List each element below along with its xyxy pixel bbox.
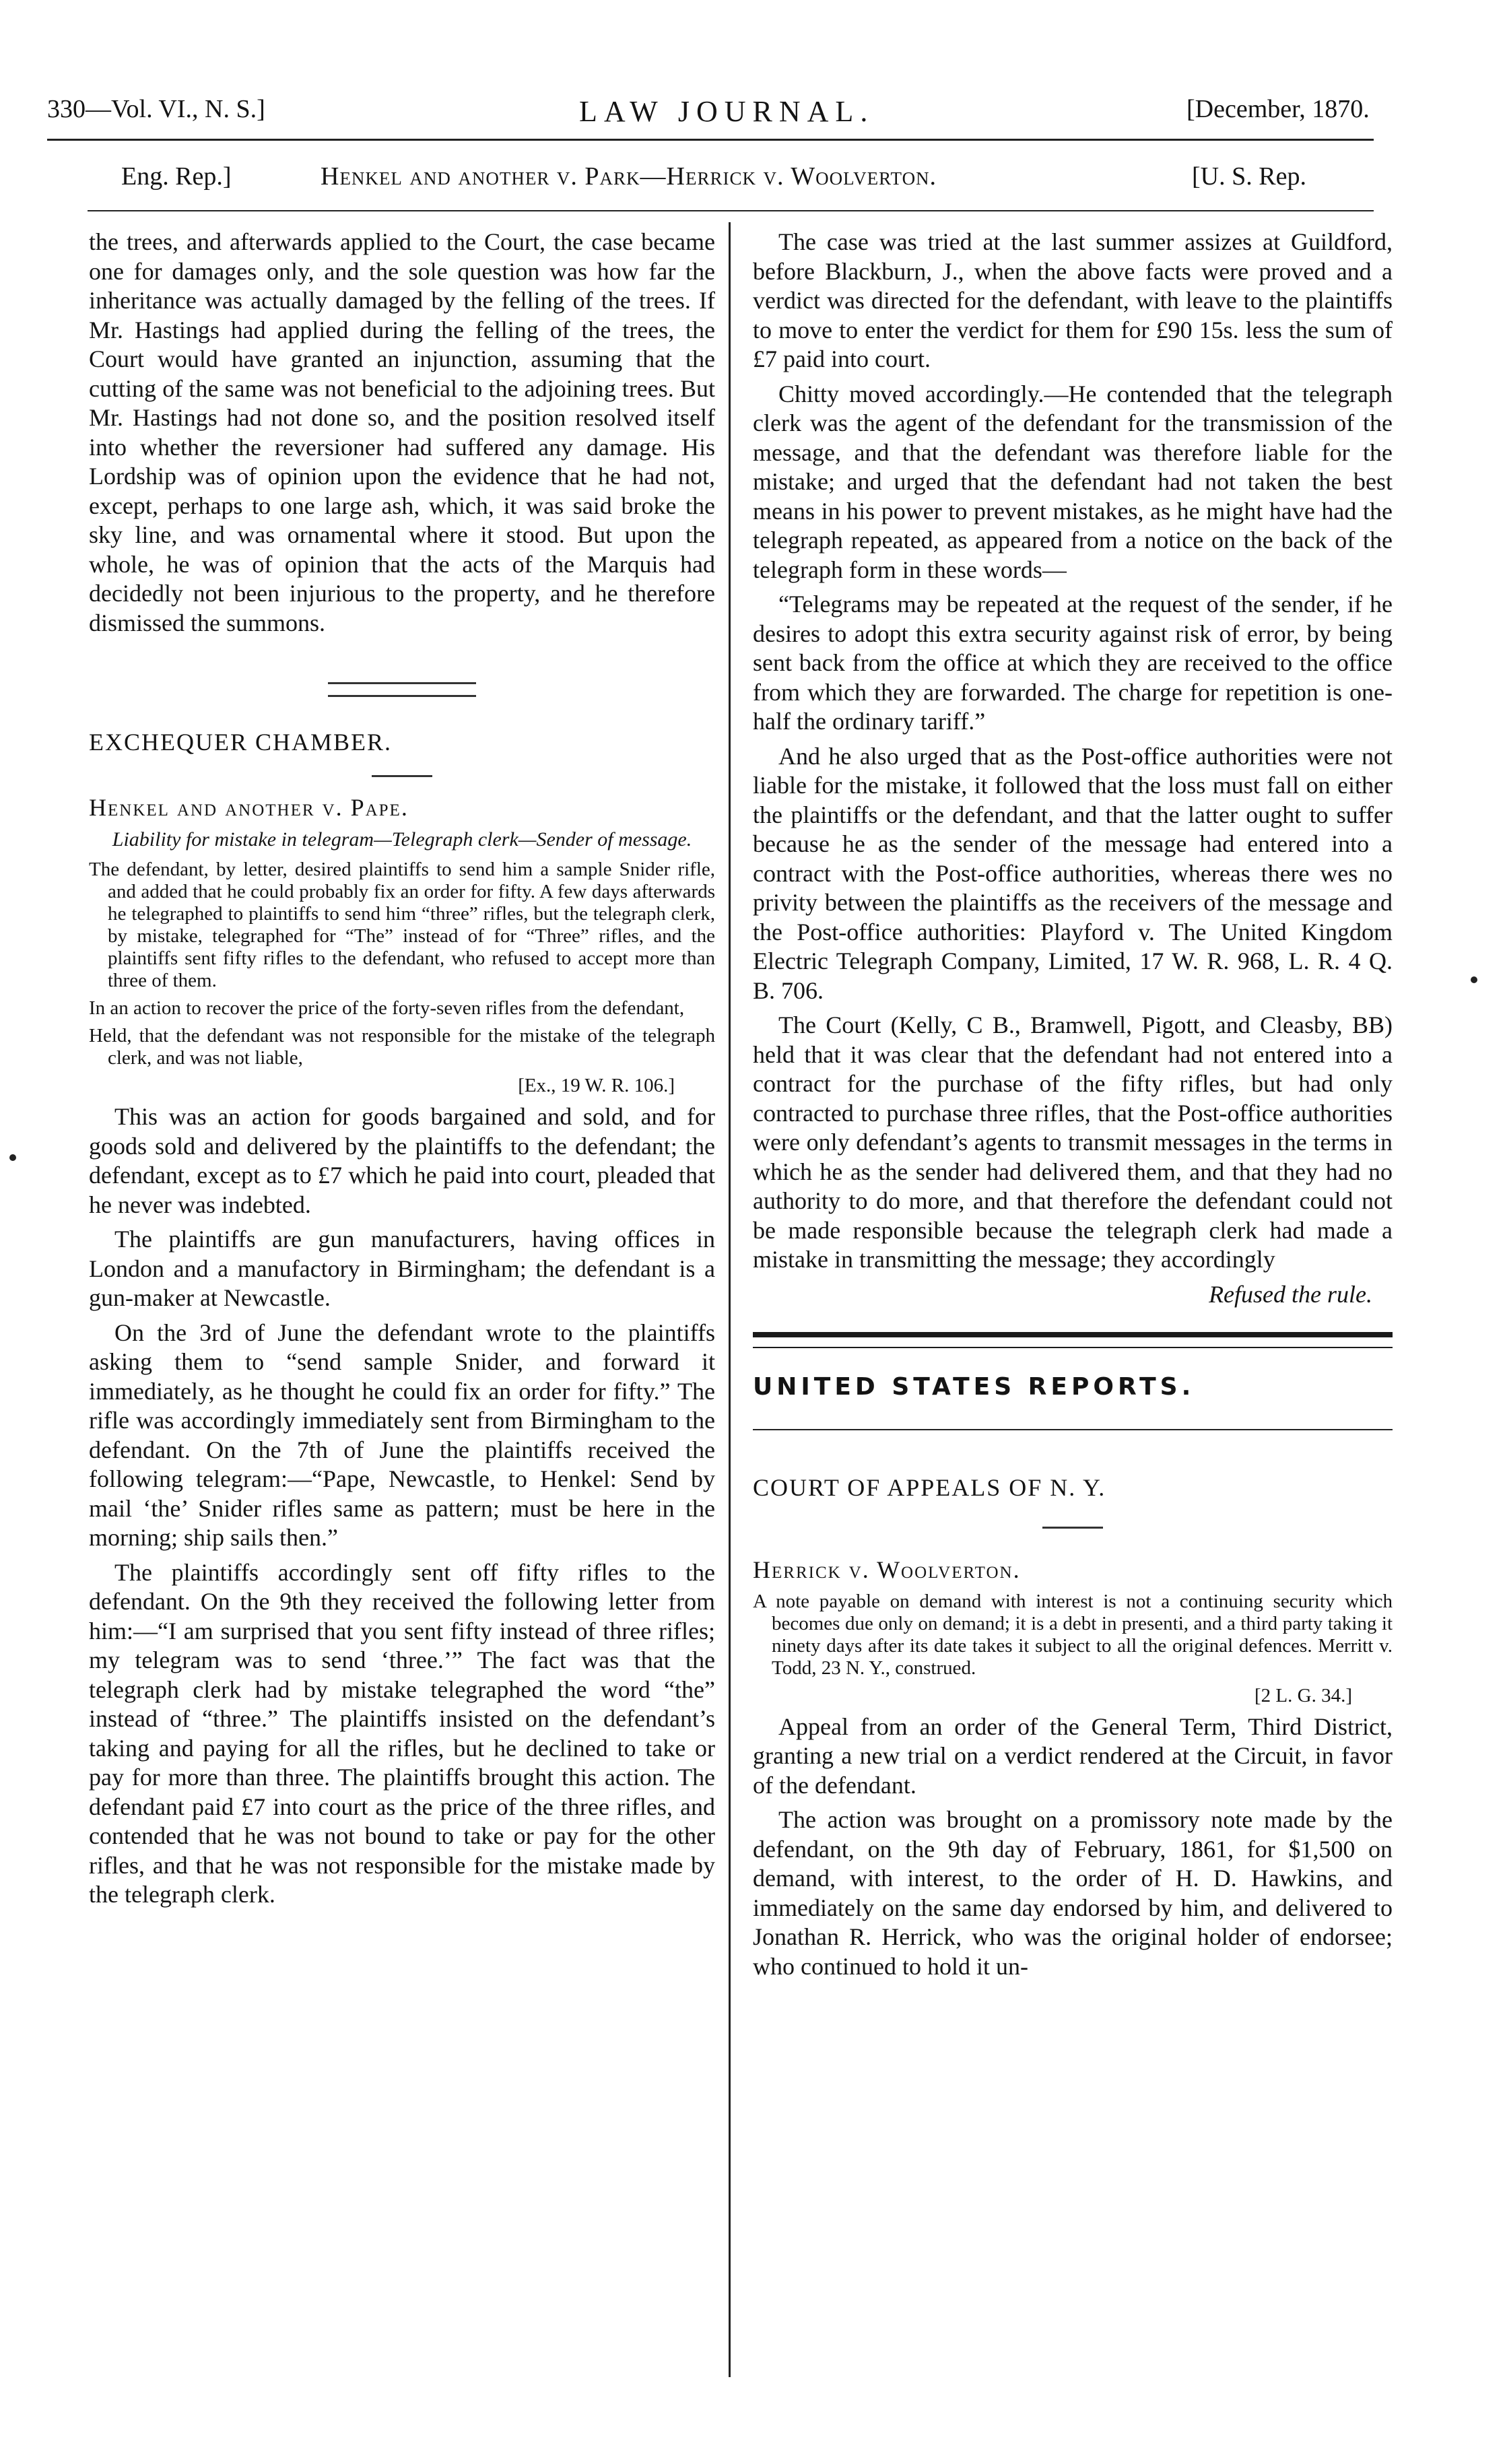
column-divider <box>729 222 731 2377</box>
short-rule <box>372 775 432 777</box>
body-paragraph: On the 3rd of June the defendant wrote to the plaintiffs asking them to “send sample Snider, and forward it immediately, as he thought he could fix an order for fifty.” The rifle was accordingly immediately sent from Birmingham to the defendant. On the 7th of June the plaintiffs received the following telegram:—“Pape, Newcastle, to Henkel: Send by mail ‘the’ Snider rifles same as pattern; must be here in the morning; ship sails then.” <box>89 1319 715 1551</box>
margin-speck <box>9 1154 16 1161</box>
case-names: Henkel and another v. Park—Herrick v. Woolverton. <box>321 162 937 191</box>
headnote-facts: The defendant, by letter, desired plaintiffs to send him a sample Snider rifle, and added that he could probably fix an order for fifty. A few days afterwards he telegraphed to plaintiffs to send him “three” rifles, but the telegraph clerk, by mistake, telegraphed for “The” instead of for “Three” rifles, and the plaintiffs sent fifty rifles to the defendant, who refused to accept more than three of them. <box>89 859 715 991</box>
judgment-result: Refused the rule. <box>1209 1280 1372 1308</box>
continued-paragraph: the trees, and afterwards applied to the Court, the case became one for damages only, and the sole question was how far the inheritance was actually damaged by the felling of the trees. If Mr. Hastings had applied during the felling of the trees, the Court would have granted an injunction, assuming that the cutting of the same was not beneficial to the adjoining trees. But Mr. Hastings had not done so, and the position resolved itself into whether the reversioner had suffered any damage. His Lordship was of opinion upon the evidence that he had not, except, perhaps to one large ash, which, it was said broke the sky line, and was ornamental where it stood. But upon the whole, he was of opinion that the acts of the Marquis had decidedly not been injurious to the property, and he therefore dismissed the summons. <box>89 228 715 636</box>
header-rule <box>47 139 1374 141</box>
section-double-rule <box>753 1332 1393 1348</box>
case-title-herrick: Herrick v. Woolverton. <box>753 1556 1021 1583</box>
section-rule <box>753 1429 1393 1430</box>
headnote-herrick: A note payable on demand with interest is not a continuing security which becomes due only on demand; it is a debt in presenti, and a third party taking it ninety days after its date takes it subject to all the original defences. Merritt v. Todd, 23 N. Y., construed. <box>753 1590 1393 1679</box>
body-paragraph: This was an action for goods bargained and sold, and for goods sold and delivered by the plaintiffs to the defendant; the defendant, except as to £7 which he paid into court, pleaded that he never was indebted. <box>89 1103 715 1218</box>
running-header <box>47 94 1505 155</box>
journal-title: LAW JOURNAL. <box>579 95 875 128</box>
left-column <box>89 228 715 2409</box>
section-ornament <box>328 682 476 697</box>
case-title-henkel: Henkel and another v. Pape. <box>89 793 409 821</box>
body-paragraph: The Court (Kelly, C B., Bramwell, Pigott, and Cleasby, BB) held that it was clear that the defendant had not entered into a contract for the purchase of the fifty rifles, but had only contracted to purchase three rifles, that the Post-office authorities were only defendant’s agents to transmit messages in the terms in which he as the sender had delivered them, and that they had no authority to do more, and that therefore the defendant could not be made responsible because the telegraph clerk had made a mistake in transmitting the message; they accordingly <box>753 1011 1393 1273</box>
page-number-volume: 330—Vol. VI., N. S.] <box>47 95 265 123</box>
issue-date: [December, 1870. <box>1186 95 1370 123</box>
body-paragraph: The case was tried at the last summer assizes at Guildford, before Blackburn, J., when the above facts were proved and a verdict was directed for the defendant, with leave to the plaintiffs to move to enter the verdict for them for £90 15s. less the sum of £7 paid into court. <box>753 228 1393 372</box>
body-paragraph: And he also urged that as the Post-office authorities were not liable for the mistake, it followed that the loss must fall on either the plaintiffs or the defendant, and that the latter ought to suffer because he as the sender of the message had entered into a contract with the Post-office authorities, whereas there wes no privity between the plaintiffs as the receivers of the message and the Post-office authorities: Playford v. The United Kingdom Electric Telegraph Company, Limited, 17 W. R. 968, L. R. 4 Q. B. 706. <box>753 742 1393 1004</box>
body-paragraph: Appeal from an order of the General Term, Third District, granting a new trial on a verdict rendered at the Circuit, in favor of the defendant. <box>753 1712 1393 1799</box>
headnote-subject: Liability for mistake in telegram—Telegraph clerk—Sender of message. <box>112 828 692 851</box>
case-header <box>121 162 1374 209</box>
section-title-exchequer: EXCHEQUER CHAMBER. <box>89 729 393 756</box>
headnote-action: In an action to recover the price of the forty-seven rifles from the defendant, <box>89 997 685 1019</box>
headnote-held: Held, that the defendant was not responsible for the mistake of the telegraph clerk, and was not liable, <box>89 1025 715 1069</box>
report-source-left: Eng. Rep.] <box>121 162 232 191</box>
report-source-right: [U. S. Rep. <box>1192 162 1306 191</box>
telegram-notice-quote: “Telegrams may be repeated at the request of the sender, if he desires to adopt this extra security against risk of error, by being sent back from the office at which they are received to the office from which they are forwarded. The charge for repetition is one-half the ordinary tariff.” <box>753 591 1393 735</box>
body-paragraph: The action was brought on a promissory note made by the defendant, on the 9th day of February, 1861, for $1,500 on demand, with interest, to the order of H. D. Hawkins, and immediately on the same day endorsed by him, and delivered to Jonathan R. Herrick, who was the original holder of endorsee; who continued to hold it un- <box>753 1806 1393 1980</box>
short-rule <box>1042 1527 1103 1529</box>
section-title-us-reports: UNITED STATES REPORTS. <box>753 1373 1195 1401</box>
court-title: COURT OF APPEALS OF N. Y. <box>753 1473 1106 1501</box>
body-paragraph: Chitty moved accordingly.—He contended that the telegraph clerk was the agent of the defendant for the transmission of the message, and that the defendant was therefore liable for the mistake; and urged that the defendant had not taken the best means in his power to prevent mistakes, as he might have had the telegraph repeated, as appeared from a notice on the back of the telegraph form in these words— <box>753 380 1393 583</box>
right-column <box>753 228 1393 2423</box>
citation-herrick: [2 L. G. 34.] <box>1255 1684 1352 1706</box>
margin-speck <box>1471 976 1477 983</box>
body-paragraph: The plaintiffs accordingly sent off fifty rifles to the defendant. On the 9th they received the following letter from him:—“I am surprised that you sent fifty instead of three rifles; my telegram was to send ‘three.’” The fact was that the telegraph clerk had by mistake telegraphed the word “the” instead of “three.” The plaintiffs insisted on the defendant’s taking and paying for all the rifles, but he declined to take or pay for more than three. The plaintiffs brought this action. The defendant paid £7 into court as the price of the three rifles, and contended that he was not bound to take or pay for the other rifles, and that he was not responsible for the mistake made by the telegraph clerk. <box>89 1558 715 1908</box>
subheader-rule <box>88 210 1374 211</box>
body-paragraph: The plaintiffs are gun manufacturers, having offices in London and a manufactory in Birmingham; the defendant is a gun-maker at Newcastle. <box>89 1226 715 1311</box>
citation-henkel: [Ex., 19 W. R. 106.] <box>518 1075 675 1096</box>
